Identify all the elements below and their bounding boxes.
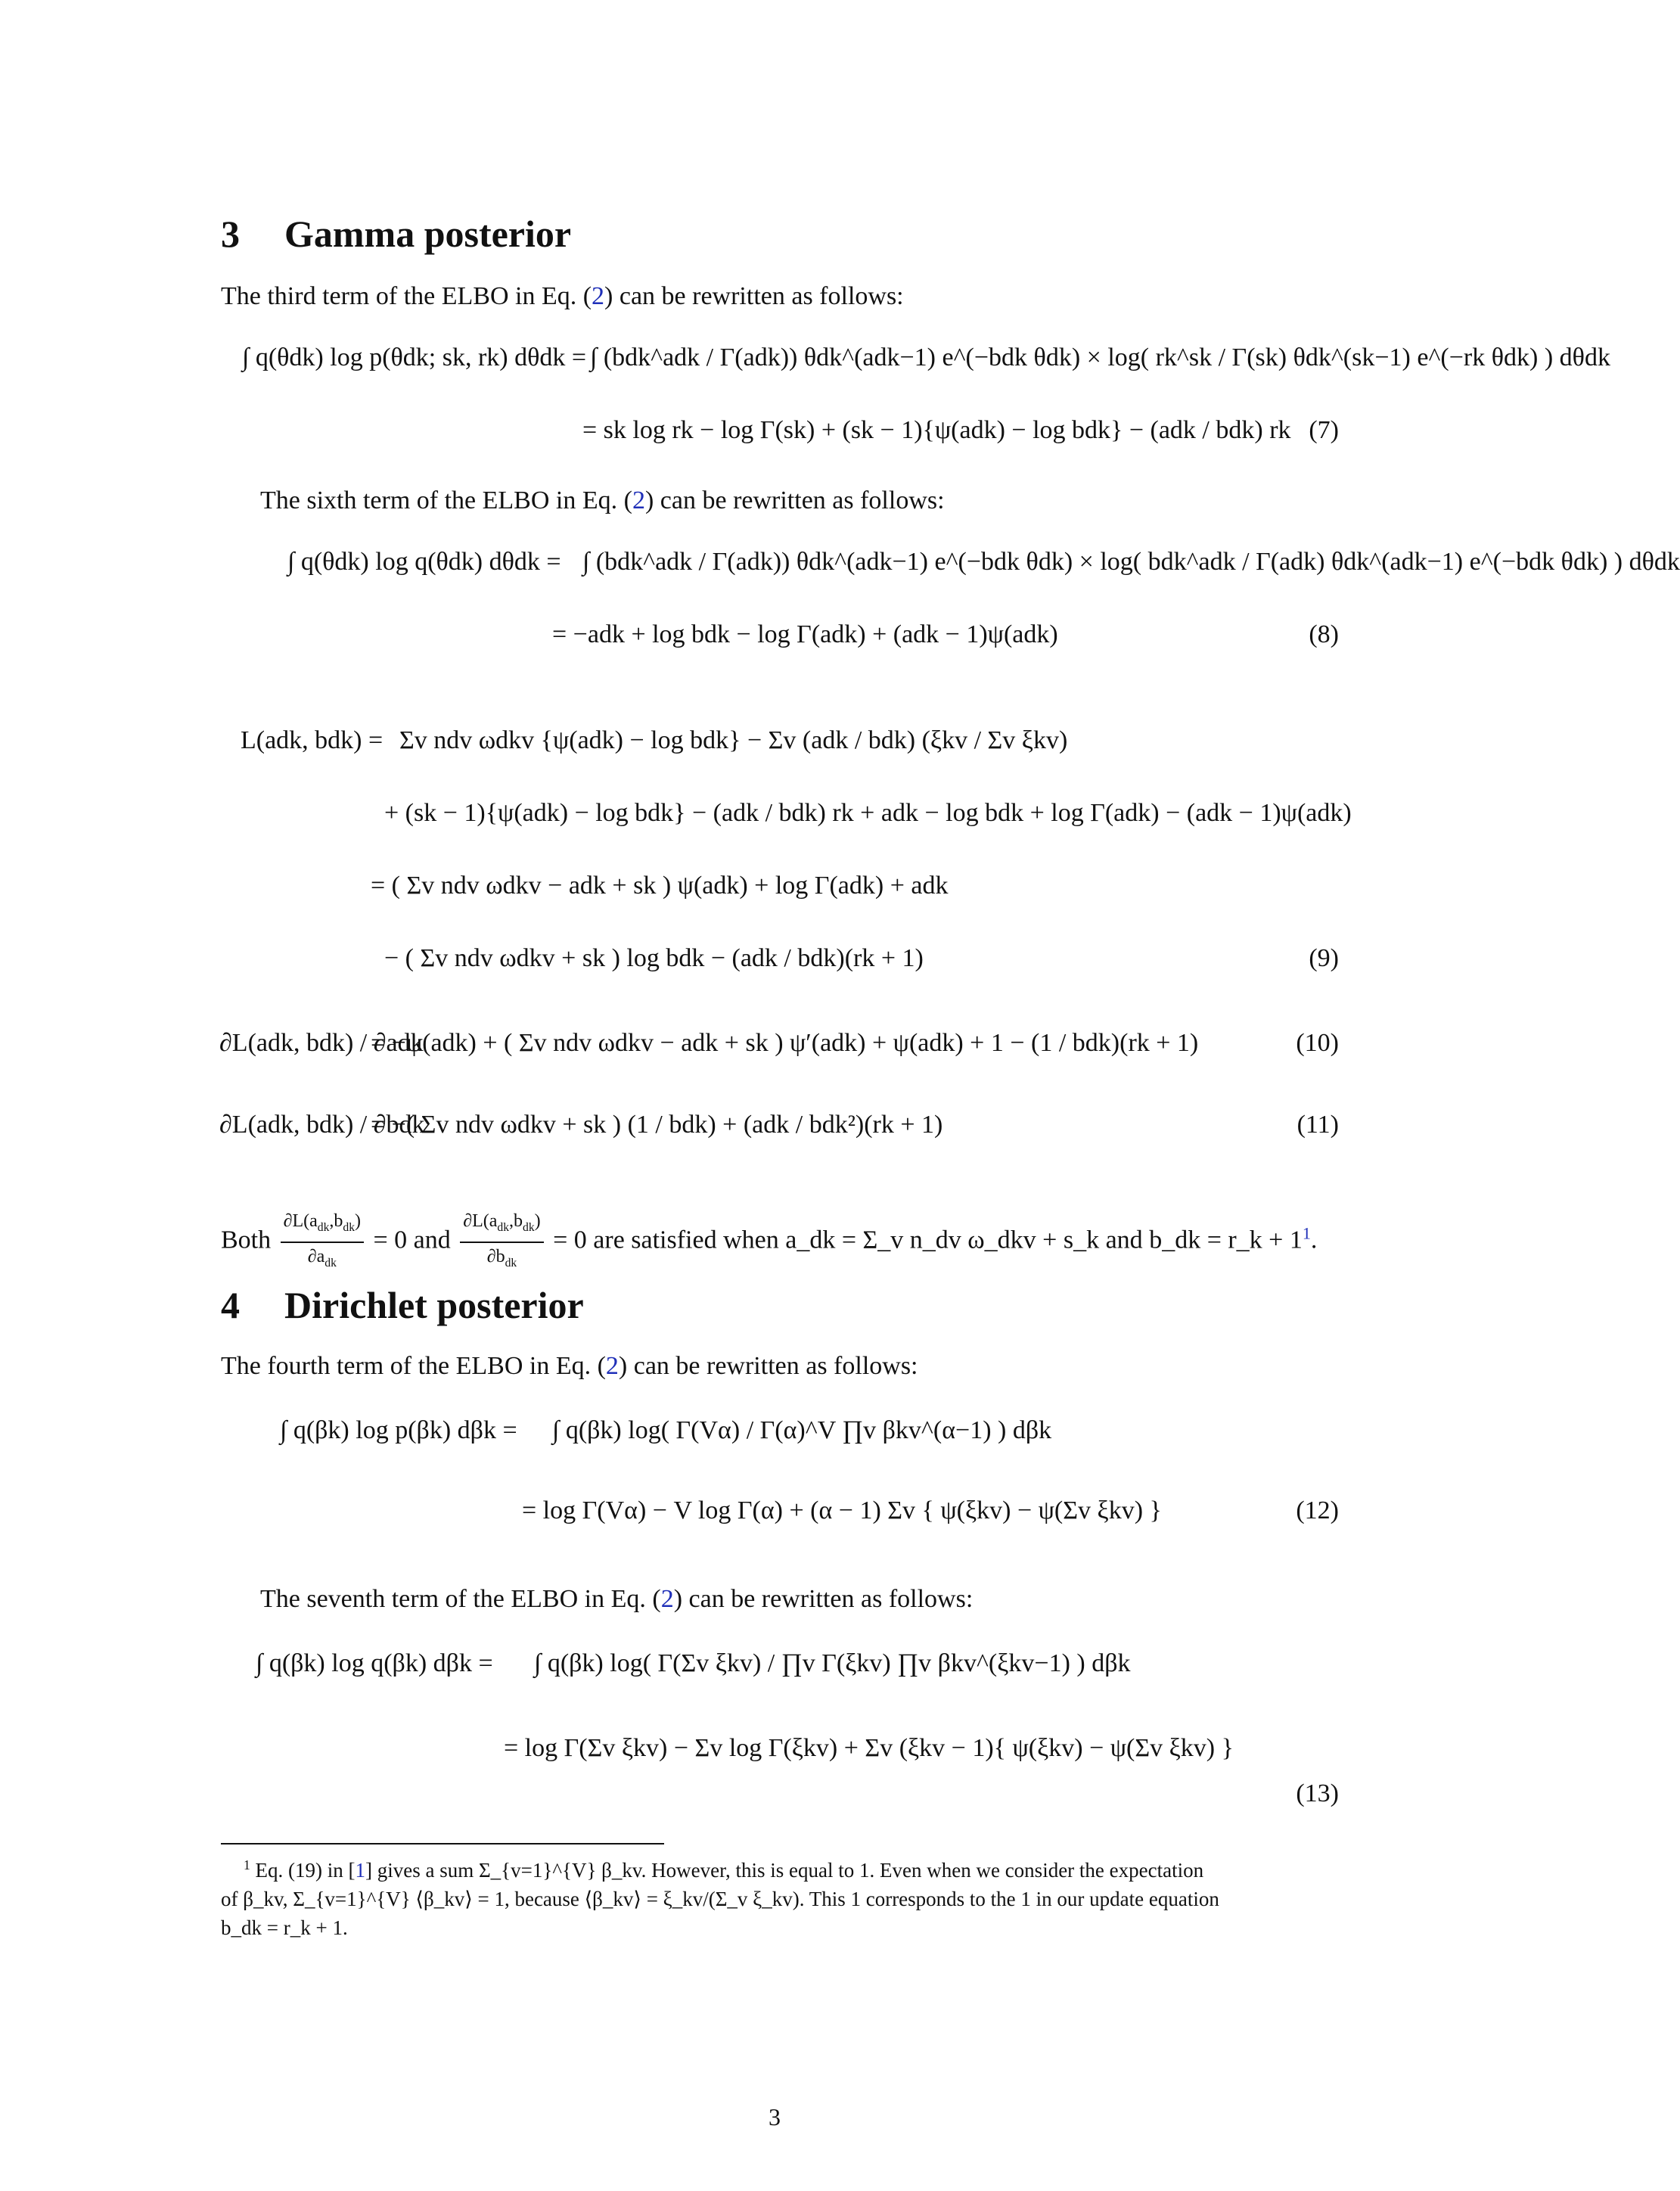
equation-line bbox=[219, 1779, 1339, 1825]
equation-line bbox=[219, 409, 1339, 481]
equation-line bbox=[219, 711, 1331, 784]
text: ) can be rewritten as follows: bbox=[604, 282, 904, 310]
equation-lhs: L(adk, bdk) = bbox=[241, 726, 384, 754]
equation-lhs: ∂L(adk, bdk) / ∂bdk bbox=[219, 1111, 425, 1139]
equation-line bbox=[219, 613, 1339, 685]
paragraph-both-satisfied: Both $\frac{\partial L(a_{dk},b_{dk})}{\partial a_{dk}}$ = 0 and $\frac{\partial L(a_{dk},b_{dk})}{\partial b_{dk}}$ = 0 are satisfied when a_dk = Σ_v n_dv ω_dkv + s_k and b_dk = r_k + 1$^1$. bbox=[221, 1207, 1328, 1277]
footnote-line bbox=[221, 1851, 1328, 1885]
equation-number: (13) bbox=[1296, 1779, 1339, 1807]
fraction-dL-da: $\frac{\partial L(a_{dk},b_{dk})}{\partial a_{dk}}$ bbox=[281, 1207, 364, 1277]
equation-number: (11) bbox=[1296, 1111, 1339, 1139]
equation-line bbox=[219, 1014, 1339, 1086]
eq-ref-link[interactable]: 2 bbox=[605, 1352, 619, 1380]
equation-rhs: = log Γ(Vα) − V log Γ(α) + (α − 1) Σv { ψ(ξkv) − ψ(Σv ξkv) } bbox=[522, 1496, 1162, 1524]
equation-rhs: = ( Σv ndv ωdkv − adk + sk ) ψ(adk) + log Γ(adk) + adk bbox=[371, 872, 949, 900]
equation-rhs: ∫ q(βk) log( Γ(Vα) / Γ(α)^V ∏v βkv^(α−1) ) dβk bbox=[552, 1416, 1052, 1444]
section-title: Dirichlet posterior bbox=[284, 1284, 584, 1326]
section-heading-gamma bbox=[221, 212, 571, 256]
section-number: 4 bbox=[221, 1284, 240, 1326]
footnote-line: of β_kv, Σ_{v=1}^{V} ⟨β_kv⟩ = 1, because ⟨β_kv⟩ = ξ_kv/(Σ_v ξ_kv). This 1 corresponds to the 1 in our update equation bbox=[221, 1888, 1219, 1910]
text: and bbox=[1105, 1226, 1143, 1254]
text: ) can be rewritten as follows: bbox=[673, 1585, 974, 1613]
footnote-line: b_dk = r_k + 1. bbox=[221, 1916, 348, 1939]
equation-line bbox=[219, 1481, 1339, 1554]
text: = 0 and bbox=[373, 1226, 451, 1254]
equation-lhs: ∫ q(θdk) log p(θdk; sk, rk) dθdk = bbox=[242, 343, 587, 371]
text: The third term of the ELBO in Eq. ( bbox=[221, 282, 592, 310]
footnote-mark: 1 bbox=[244, 1857, 250, 1872]
equation-rhs: = −( Σv ndv ωdkv + sk ) (1 / bdk) + (adk / bdk²)(rk + 1) bbox=[371, 1111, 943, 1139]
equation-line bbox=[219, 325, 1610, 398]
equation-line bbox=[219, 784, 1352, 856]
text: Both bbox=[221, 1226, 272, 1254]
equation-rhs: ∫ (bdk^adk / Γ(adk)) θdk^(adk−1) e^(−bdk θdk) × log( rk^sk / Γ(sk) θdk^(sk−1) e^(−rk θdk) ) dθdk bbox=[590, 343, 1610, 371]
section-heading-dirichlet bbox=[221, 1283, 584, 1327]
condition-a: a_dk = Σ_v n_dv ω_dkv + s_k bbox=[785, 1226, 1100, 1254]
equation-rhs: ∫ (bdk^adk / Γ(adk)) θdk^(adk−1) e^(−bdk θdk) × log( bdk^adk / Γ(adk) θdk^(adk−1) e^(−bdk θdk) ) dθdk bbox=[582, 548, 1680, 576]
text: = 0 are satisfied when bbox=[553, 1226, 779, 1254]
equation-rhs: = sk log rk − log Γ(sk) + (sk − 1){ψ(adk) − log bdk} − (adk / bdk) rk bbox=[582, 416, 1291, 444]
footnote-ref-link[interactable]: 1 bbox=[1302, 1223, 1311, 1243]
equation-lhs: ∫ q(βk) log q(βk) dβk = bbox=[256, 1649, 493, 1677]
equation-number: (7) bbox=[1309, 416, 1339, 444]
equation-rhs: Σv ndv ωdkv {ψ(adk) − log bdk} − Σv (adk / bdk) (ξkv / Σv ξkv) bbox=[399, 726, 1068, 754]
citation-link[interactable]: 1 bbox=[355, 1859, 365, 1882]
equation-line bbox=[219, 1398, 1331, 1471]
equation-rhs: = log Γ(Σv ξkv) − Σv log Γ(ξkv) + Σv (ξkv − 1){ ψ(ξkv) − ψ(Σv ξkv) } bbox=[504, 1734, 1234, 1762]
paragraph-third-term bbox=[221, 281, 904, 312]
equation-rhs: + (sk − 1){ψ(adk) − log bdk} − (adk / bdk) rk + adk − log bdk + log Γ(adk) − (adk − 1)ψ(adk) bbox=[384, 799, 1352, 827]
section-title: Gamma posterior bbox=[284, 213, 572, 255]
footnote-rule bbox=[221, 1843, 664, 1844]
equation-line bbox=[219, 1631, 1331, 1704]
text: The sixth term of the ELBO in Eq. ( bbox=[260, 486, 632, 514]
equation-line bbox=[219, 530, 1680, 602]
text: ) can be rewritten as follows: bbox=[618, 1352, 918, 1380]
eq-ref-link[interactable]: 2 bbox=[592, 282, 605, 310]
paragraph-sixth-term bbox=[260, 486, 945, 516]
equation-line bbox=[219, 856, 1331, 929]
text: ) can be rewritten as follows: bbox=[644, 486, 945, 514]
paragraph-seventh-term bbox=[260, 1584, 973, 1615]
equation-rhs: = −adk + log bdk − log Γ(adk) + (adk − 1)ψ(adk) bbox=[552, 620, 1058, 648]
equation-lhs: ∫ q(βk) log p(βk) dβk = bbox=[280, 1416, 517, 1444]
equation-rhs: = −ψ(adk) + ( Σv ndv ωdkv − adk + sk ) ψ′(adk) + ψ(adk) + 1 − (1 / bdk)(rk + 1) bbox=[371, 1029, 1199, 1057]
text: The fourth term of the ELBO in Eq. ( bbox=[221, 1352, 606, 1380]
equation-number: (10) bbox=[1296, 1029, 1339, 1057]
page-number: 3 bbox=[769, 2103, 781, 2130]
section-number: 3 bbox=[221, 213, 240, 255]
equation-rhs: ∫ q(βk) log( Γ(Σv ξkv) / ∏v Γ(ξkv) ∏v βkv^(ξkv−1) ) dβk bbox=[534, 1649, 1131, 1677]
equation-lhs: ∂L(adk, bdk) / ∂adk bbox=[219, 1029, 424, 1057]
equation-number: (9) bbox=[1309, 944, 1339, 972]
text: The seventh term of the ELBO in Eq. ( bbox=[260, 1585, 661, 1613]
equation-lhs: ∫ q(θdk) log q(θdk) dθdk = bbox=[287, 548, 561, 576]
footnote bbox=[221, 1851, 1328, 1942]
fraction-dL-db: $\frac{\partial L(a_{dk},b_{dk})}{\partial b_{dk}}$ bbox=[460, 1207, 543, 1277]
paragraph-fourth-term bbox=[221, 1351, 918, 1381]
text: Eq. (19) in [ bbox=[255, 1859, 356, 1882]
condition-b: b_dk = r_k + 1 bbox=[1149, 1226, 1303, 1254]
text: ] gives a sum Σ_{v=1}^{V} β_kv. However, this is equal to 1. Even when we consider the expectation bbox=[365, 1859, 1204, 1882]
equation-line bbox=[219, 1096, 1339, 1168]
equation-number: (8) bbox=[1309, 620, 1339, 648]
eq-ref-link[interactable]: 2 bbox=[632, 486, 645, 514]
equation-number: (12) bbox=[1296, 1496, 1339, 1524]
equation-line bbox=[219, 929, 1339, 1002]
eq-ref-link[interactable]: 2 bbox=[660, 1585, 674, 1613]
equation-rhs: − ( Σv ndv ωdkv + sk ) log bdk − (adk / bdk)(rk + 1) bbox=[384, 944, 924, 972]
